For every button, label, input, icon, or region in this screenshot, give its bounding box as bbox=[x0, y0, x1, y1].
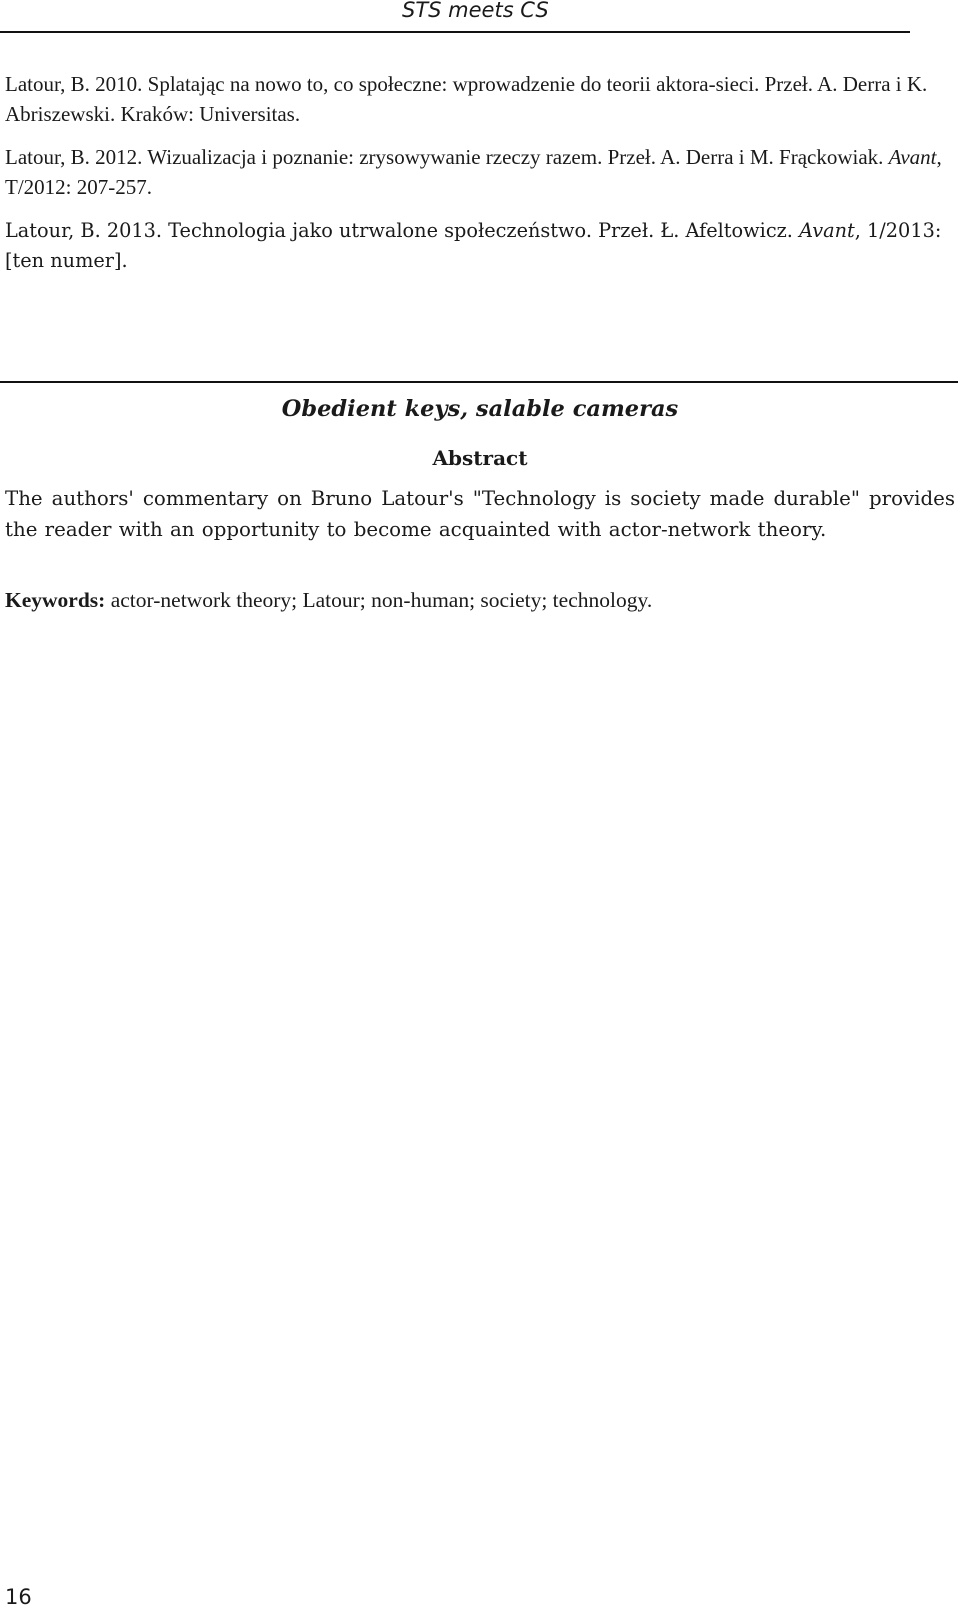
page-number: 16 bbox=[5, 1585, 32, 1609]
reference-list bbox=[5, 70, 955, 289]
reference-journal: Avant bbox=[888, 145, 937, 169]
running-header bbox=[0, 0, 910, 33]
abstract-body: The authors' commentary on Bruno Latour's "Technology is society made durable" provides the reader with an opportunity to become acquainted with actor-network theory. bbox=[5, 487, 955, 541]
reference-journal: Avant bbox=[799, 219, 855, 242]
abstract-heading: Abstract bbox=[432, 446, 528, 470]
reference-item bbox=[5, 70, 955, 129]
running-title: STS meets CS bbox=[402, 0, 549, 22]
reference-text: Latour, B. 2010. Splatając na nowo to, co społeczne: wprowadzenie do teorii aktora-sieci. Przeł. A. Derra i K. Abriszewski. Kraków: Universitas. bbox=[5, 72, 928, 126]
keywords-label: Keywords: bbox=[5, 588, 106, 612]
keywords-list: actor-network theory; Latour; non-human; society; technology. bbox=[105, 588, 653, 612]
reference-details: , T/2012: 207-257. bbox=[5, 145, 942, 199]
reference-item bbox=[5, 143, 955, 202]
reference-item bbox=[5, 216, 955, 275]
reference-text: Latour, B. 2013. Technologia jako utrwalone społeczeństwo. Przeł. Ł. Afeltowicz. bbox=[5, 219, 800, 242]
article-title: Obedient keys, salable cameras bbox=[281, 396, 679, 422]
reference-text: Latour, B. 2012. Wizualizacja i poznanie: zrysowywanie rzeczy razem. Przeł. A. Derra i M. Frąckowiak. bbox=[5, 145, 889, 169]
reference-details: , 1/2013: [ten numer]. bbox=[5, 219, 942, 272]
section-divider bbox=[0, 381, 958, 383]
keywords-line bbox=[5, 585, 955, 615]
